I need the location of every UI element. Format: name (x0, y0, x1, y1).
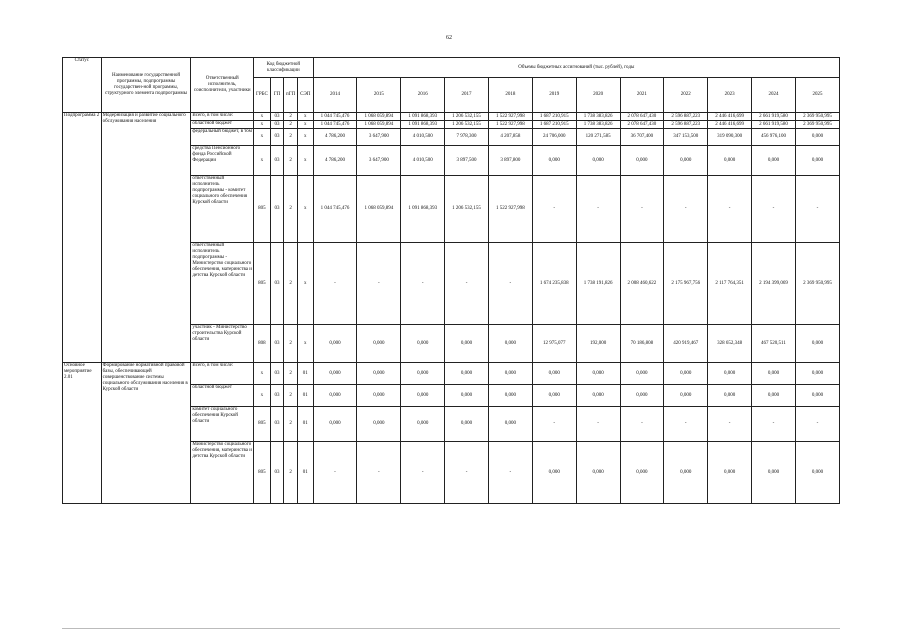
value-cell: 0,000 (752, 363, 796, 385)
value-cell: 0,000 (576, 385, 620, 407)
code-cell: х (297, 121, 313, 129)
executor-cell: Всего, в том числе: (191, 363, 254, 385)
executor-cell: ответственный исполнитель подпрограммы - комитет социального обеспечения Курской области (191, 176, 254, 243)
header-year: 2019 (532, 78, 576, 113)
table-row (63, 113, 840, 121)
value-cell: - (708, 407, 752, 442)
value-cell: 1 687 210,915 (532, 113, 576, 121)
value-cell: - (313, 442, 357, 504)
code-cell: х (297, 146, 313, 176)
value-cell: 347 153,500 (664, 129, 708, 146)
executor-cell: федеральный бюджет, в том (191, 129, 254, 146)
code-cell: х (254, 129, 271, 146)
value-cell: 2 596 887,223 (664, 113, 708, 121)
value-cell: 0,000 (795, 363, 839, 385)
header-executor: Ответственный исполнитель, соисполнители, участники (191, 58, 254, 113)
code-cell: 2 (284, 407, 298, 442)
value-cell: - (445, 243, 489, 325)
code-cell: 805 (254, 407, 271, 442)
value-cell: - (532, 176, 576, 243)
value-cell: 2 661 919,580 (752, 121, 796, 129)
value-cell: 2 369 950,995 (795, 113, 839, 121)
code-cell: х (297, 176, 313, 243)
code-cell: 805 (254, 442, 271, 504)
value-cell: 319 090,300 (708, 129, 752, 146)
value-cell: 0,000 (576, 146, 620, 176)
value-cell: 0,000 (313, 363, 357, 385)
code-cell: 03 (270, 176, 284, 243)
value-cell: - (401, 442, 445, 504)
value-cell: 0,000 (752, 442, 796, 504)
value-cell: 1 044 745,476 (313, 121, 357, 129)
value-cell: - (708, 176, 752, 243)
value-cell: 3 897,500 (445, 146, 489, 176)
value-cell: 0,000 (795, 129, 839, 146)
code-cell: х (297, 129, 313, 146)
header-status: Статус (63, 58, 102, 113)
value-cell: 0,000 (752, 385, 796, 407)
value-cell: 1 738 191,826 (576, 243, 620, 325)
value-cell: 0,000 (401, 325, 445, 363)
value-cell: 2 078 647,430 (620, 113, 664, 121)
value-cell: 0,000 (313, 385, 357, 407)
value-cell: 0,000 (445, 363, 489, 385)
value-cell: 4 010,500 (401, 146, 445, 176)
code-cell: х (254, 121, 271, 129)
value-cell: 0,000 (795, 442, 839, 504)
value-cell: - (401, 243, 445, 325)
value-cell: 4 207,858 (488, 129, 532, 146)
value-cell: 0,000 (620, 385, 664, 407)
value-cell: 0,000 (664, 363, 708, 385)
code-cell: 03 (270, 113, 284, 121)
value-cell: 2 008 460,622 (620, 243, 664, 325)
code-cell: 808 (254, 325, 271, 363)
value-cell: 1 068 059,894 (357, 113, 401, 121)
value-cell: - (488, 442, 532, 504)
value-cell: 0,000 (664, 442, 708, 504)
value-cell: 0,000 (488, 407, 532, 442)
value-cell: 0,000 (401, 407, 445, 442)
value-cell: 120 271,585 (576, 129, 620, 146)
value-cell: 1 522 927,998 (488, 121, 532, 129)
value-cell: 1 522 927,998 (488, 113, 532, 121)
value-cell: 2 661 919,580 (752, 113, 796, 121)
value-cell: 0,000 (445, 325, 489, 363)
value-cell: 1 206 532,155 (445, 113, 489, 121)
header-name: Наименование государственной программы, подпрограммы государствен-ной программы, структурного элемента подпрограммы (101, 58, 191, 113)
value-cell: 0,000 (752, 146, 796, 176)
value-cell: 467 520,511 (752, 325, 796, 363)
value-cell: 12 975,077 (532, 325, 576, 363)
value-cell: 0,000 (401, 363, 445, 385)
value-cell: 3 897,800 (488, 146, 532, 176)
value-cell: 0,000 (532, 442, 576, 504)
executor-cell: Министерство социального обеспечения, материнства и детства Курской области (191, 442, 254, 504)
value-cell: - (620, 407, 664, 442)
value-cell: 0,000 (532, 146, 576, 176)
code-cell: 2 (284, 113, 298, 121)
value-cell: 2 446 416,699 (708, 113, 752, 121)
code-cell: 2 (284, 243, 298, 325)
value-cell: 0,000 (488, 363, 532, 385)
header-year: 2018 (488, 78, 532, 113)
value-cell: 0,000 (313, 325, 357, 363)
code-cell: х (254, 146, 271, 176)
value-cell: 36 707,400 (620, 129, 664, 146)
value-cell: - (576, 176, 620, 243)
value-cell: - (752, 176, 796, 243)
budget-table-body (63, 58, 840, 504)
code-cell: 03 (270, 442, 284, 504)
block-name: Модернизация и развитие социального обслуживания населения (101, 113, 191, 363)
header-code-col: СЭП (297, 78, 313, 113)
value-cell: 0,000 (576, 363, 620, 385)
value-cell: 1 687 210,915 (532, 121, 576, 129)
value-cell: 0,000 (664, 146, 708, 176)
header-code-col: ГП (270, 78, 284, 113)
code-cell: 03 (270, 243, 284, 325)
value-cell: 2 446 416,699 (708, 121, 752, 129)
value-cell: 1 091 868,393 (401, 121, 445, 129)
code-cell: 2 (284, 121, 298, 129)
value-cell: - (664, 407, 708, 442)
code-cell: 03 (270, 363, 284, 385)
value-cell: - (532, 407, 576, 442)
value-cell: 2 596 887,223 (664, 121, 708, 129)
code-cell: х (254, 363, 271, 385)
code-cell: 01 (297, 442, 313, 504)
executor-cell: средства Пенсионного фонда Российской Федерации (191, 146, 254, 176)
value-cell: - (664, 176, 708, 243)
value-cell: 0,000 (532, 385, 576, 407)
value-cell: 0,000 (445, 407, 489, 442)
value-cell: 3 647,900 (357, 129, 401, 146)
value-cell: 0,000 (708, 146, 752, 176)
header-code-col: пГП (284, 78, 298, 113)
code-cell: 2 (284, 363, 298, 385)
header-year: 2023 (708, 78, 752, 113)
value-cell: 0,000 (488, 385, 532, 407)
code-cell: х (254, 113, 271, 121)
scan-edge-line (62, 628, 840, 629)
value-cell: - (445, 442, 489, 504)
header-volume-group: Объемы бюджетных ассигнований (тыс. рублей), годы (313, 58, 839, 78)
value-cell: 192,000 (576, 325, 620, 363)
header-year: 2017 (445, 78, 489, 113)
value-cell: 2 194 399,069 (752, 243, 796, 325)
value-cell: 0,000 (532, 363, 576, 385)
code-cell: 01 (297, 363, 313, 385)
value-cell: - (620, 176, 664, 243)
value-cell: 2 117 764,351 (708, 243, 752, 325)
value-cell: 1 738 383,826 (576, 113, 620, 121)
code-cell: 805 (254, 176, 271, 243)
executor-cell: комитет социального обеспечения Курской области (191, 407, 254, 442)
value-cell: 70 186,808 (620, 325, 664, 363)
executor-cell: участник - Министерство строительства Курской области (191, 325, 254, 363)
value-cell: 0,000 (708, 442, 752, 504)
value-cell: 7 978,300 (445, 129, 489, 146)
value-cell: - (576, 407, 620, 442)
value-cell: 0,000 (313, 407, 357, 442)
code-cell: 2 (284, 442, 298, 504)
value-cell: 0,000 (708, 385, 752, 407)
value-cell: 0,000 (357, 407, 401, 442)
value-cell: 1 068 059,894 (357, 121, 401, 129)
value-cell: 4 786,200 (313, 146, 357, 176)
code-cell: 2 (284, 176, 298, 243)
header-year: 2021 (620, 78, 664, 113)
value-cell: - (795, 176, 839, 243)
header-row (63, 58, 840, 78)
block-status: Основное мероприятие 2.01 (63, 363, 102, 504)
value-cell: 1 674 235,838 (532, 243, 576, 325)
value-cell: - (357, 442, 401, 504)
value-cell: 0,000 (576, 442, 620, 504)
header-year: 2020 (576, 78, 620, 113)
code-cell: 2 (284, 129, 298, 146)
value-cell: 24 706,000 (532, 129, 576, 146)
value-cell: 0,000 (357, 385, 401, 407)
value-cell: 0,000 (488, 325, 532, 363)
executor-cell: Всего, в том числе: (191, 113, 254, 121)
executor-cell: областной бюджет (191, 385, 254, 407)
code-cell: х (254, 385, 271, 407)
value-cell: - (313, 243, 357, 325)
code-cell: 2 (284, 385, 298, 407)
code-cell: х (297, 113, 313, 121)
value-cell: 1 091 868,393 (401, 176, 445, 243)
code-cell: х (297, 325, 313, 363)
table-row (63, 363, 840, 385)
header-year: 2016 (401, 78, 445, 113)
value-cell: 4 010,500 (401, 129, 445, 146)
code-cell: 01 (297, 385, 313, 407)
value-cell: 0,000 (357, 325, 401, 363)
value-cell: 1 206 532,155 (445, 176, 489, 243)
header-code-col: ГРБС (254, 78, 271, 113)
code-cell: 03 (270, 129, 284, 146)
value-cell: 0,000 (620, 363, 664, 385)
executor-cell: ответственный исполнитель подпрограммы - Министерство социального обеспечения, материнства и детства Курской области (191, 243, 254, 325)
value-cell: 2 369 950,995 (795, 121, 839, 129)
code-cell: 2 (284, 146, 298, 176)
value-cell: 0,000 (445, 385, 489, 407)
header-year: 2014 (313, 78, 357, 113)
value-cell: 456 976,100 (752, 129, 796, 146)
value-cell: 0,000 (795, 385, 839, 407)
code-cell: 03 (270, 121, 284, 129)
value-cell: 2 369 950,995 (795, 243, 839, 325)
value-cell: 1 522 927,998 (488, 176, 532, 243)
value-cell: 1 044 745,476 (313, 176, 357, 243)
code-cell: 03 (270, 385, 284, 407)
code-cell: 805 (254, 243, 271, 325)
value-cell: 1 044 745,476 (313, 113, 357, 121)
value-cell: 2 175 967,756 (664, 243, 708, 325)
budget-table (62, 57, 840, 504)
value-cell: 1 068 059,894 (357, 176, 401, 243)
value-cell: 0,000 (357, 363, 401, 385)
value-cell: 0,000 (664, 385, 708, 407)
value-cell: 1 738 383,826 (576, 121, 620, 129)
value-cell: 2 078 647,430 (620, 121, 664, 129)
header-code-group: Код бюджетной классификации (254, 58, 314, 78)
code-cell: 03 (270, 325, 284, 363)
block-status: Подпрограмма 2 (63, 113, 102, 363)
header-year: 2025 (795, 78, 839, 113)
value-cell: 0,000 (620, 442, 664, 504)
code-cell: х (297, 243, 313, 325)
header-year: 2024 (752, 78, 796, 113)
block-name: Формирование нормативной правовой базы, обеспечивающей совершенствование системы социального обслуживания населения в Курской области (101, 363, 191, 504)
value-cell: 3 647,900 (357, 146, 401, 176)
value-cell: 0,000 (401, 385, 445, 407)
value-cell: - (488, 243, 532, 325)
value-cell: 420 919,467 (664, 325, 708, 363)
code-cell: 03 (270, 146, 284, 176)
value-cell: 4 786,200 (313, 129, 357, 146)
value-cell: 0,000 (795, 146, 839, 176)
executor-cell: областной бюджет (191, 121, 254, 129)
header-year: 2022 (664, 78, 708, 113)
value-cell: 0,000 (795, 325, 839, 363)
code-cell: 2 (284, 325, 298, 363)
value-cell: 0,000 (620, 146, 664, 176)
value-cell: 1 206 532,155 (445, 121, 489, 129)
value-cell: - (752, 407, 796, 442)
value-cell: - (795, 407, 839, 442)
value-cell: 1 091 868,393 (401, 113, 445, 121)
code-cell: 01 (297, 407, 313, 442)
header-year: 2015 (357, 78, 401, 113)
value-cell: 328 652,348 (708, 325, 752, 363)
value-cell: 0,000 (708, 363, 752, 385)
value-cell: - (357, 243, 401, 325)
code-cell: 03 (270, 407, 284, 442)
page-number: 62 (446, 35, 452, 41)
